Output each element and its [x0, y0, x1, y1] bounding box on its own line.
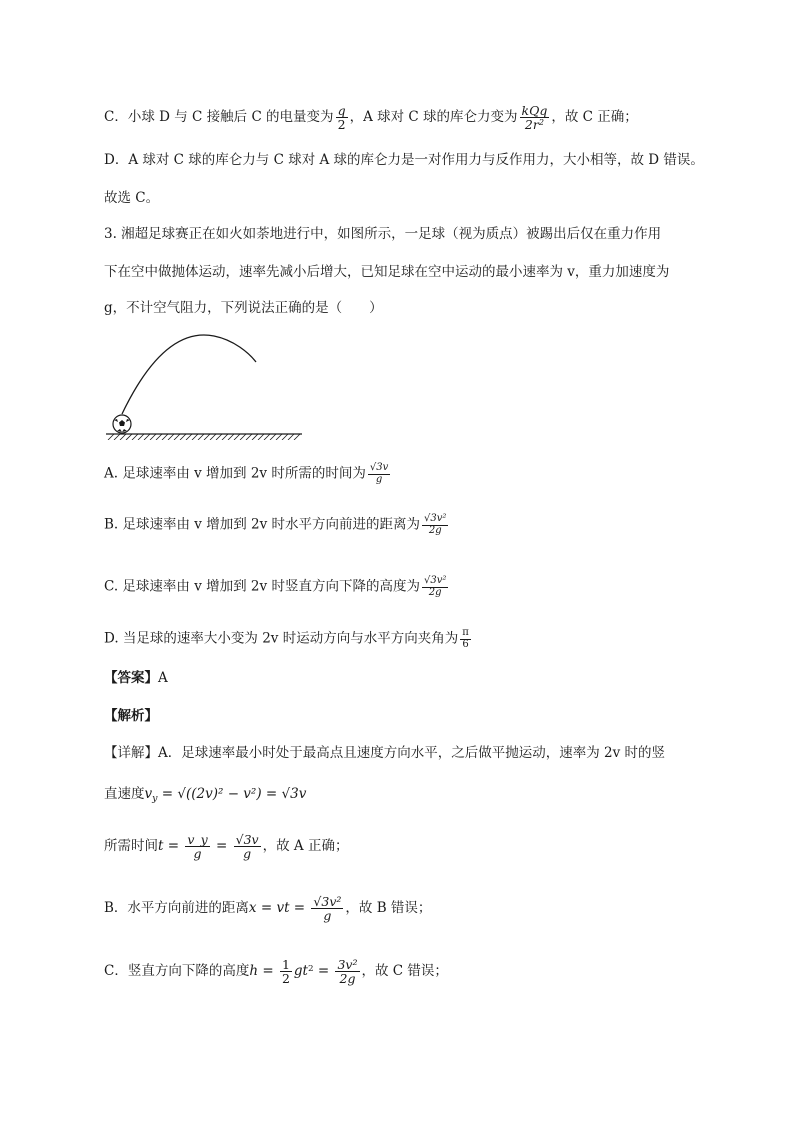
option-d-text: D. 当足球的速率大小变为 2v 时运动方向与水平方向夹角为: [104, 630, 459, 647]
trajectory-svg: [104, 328, 304, 440]
option-a-text: A. 足球速率由 v 增加到 2v 时所需的时间为: [104, 465, 366, 482]
option-a: [104, 463, 392, 485]
option-b: [104, 514, 450, 536]
fraction-vy-over-g: $\frac{v\_y}{g}$: [187, 832, 208, 862]
option-d-fraction: $\frac{\pi}{6}$: [462, 627, 469, 650]
question3-line3: g，不计空气阻力，下列说法正确的是（ ）: [104, 300, 383, 316]
detail-l4-text: B．水平方向前进的距离: [104, 900, 249, 917]
analysis-label: 【解析】: [104, 708, 158, 724]
answer-line: [104, 668, 168, 688]
soccer-ball-icon: [113, 415, 131, 433]
symbol-vy: $v_y$: [144, 786, 158, 804]
prev-option-c-line: [104, 104, 638, 131]
question3-line2: 下在空中做抛体运动，速率先减小后增大，已知足球在空中运动的最小速率为 v，重力加速度为: [104, 264, 670, 280]
prev-c-text-a: C．小球 D 与 C 接触后 C 的电量变为: [104, 109, 334, 126]
choose-c-line: 故选 C。: [104, 190, 160, 206]
fraction-3v2-over-2g: $\frac{\text{3v²}}{2g}$: [337, 957, 358, 987]
fraction-sqrt3v2-over-g: $\frac{\text{√3v²}}{g}$: [313, 894, 342, 924]
detail-line3: 所需时间t = $\frac{v\_y}{g}$ = $\frac{√3v}{g}$ ，故 A 正确；: [104, 832, 349, 862]
question3-line1: 3. 湘超足球赛正在如火如荼地进行中，如图所示，一足球（视为质点）被踢出后仅在重力作用: [104, 226, 662, 242]
option-c-text: C. 足球速率由 v 增加到 2v 时竖直方向下降的高度为: [104, 578, 420, 595]
option-d: [104, 628, 473, 650]
detail-line1: 【详解】A．足球速率最小时处于最高点且速度方向水平，之后做平抛运动，速率为 2v 时的竖: [104, 745, 666, 761]
option-c: [104, 576, 450, 598]
prev-option-d-line: D．A 球对 C 球的库仑力与 C 球对 A 球的库仑力是一对作用力与反作用力，大小相等，故 D 错误。: [104, 152, 704, 168]
ground-hatching: [108, 434, 300, 440]
vertical-velocity-equation: = √((2v)² − v²) = √3v: [161, 786, 307, 802]
fraction-sqrt3v-over-g: $\frac{√3v}{g}$: [235, 832, 259, 862]
option-b-fraction: $\frac{\text{√3v²}}{2g}$: [424, 513, 447, 536]
detail-l3-text: 所需时间: [104, 838, 158, 855]
trajectory-figure: [104, 328, 304, 440]
prev-c-text-b: ，A 球对 C 球的库仑力变为: [349, 109, 518, 126]
option-a-fraction: $\frac{√3v}{g}$: [369, 462, 389, 485]
detail-line4: B．水平方向前进的距离x = vt = $\frac{\text{√3v²}}{g}$ ，故 B 错误；: [104, 894, 432, 924]
detail-line5: C．竖直方向下降的高度h = $\frac{1}{2}$ $gt^2$ = $\frac{\text{3v²}}{2g}$ ，故 C 错误；: [104, 957, 448, 987]
fraction-kqq-over-2r2: $\frac{\text{kQq}}{2r^2}$: [521, 103, 548, 133]
answer-label: 【答案】: [104, 670, 158, 686]
prev-c-text-c: ，故 C 正确；: [551, 109, 638, 126]
option-c-fraction: $\frac{\text{√3v²}}{2g}$: [423, 575, 447, 598]
detail-line2: [104, 784, 306, 804]
detail-l5-text: C．竖直方向下降的高度: [104, 963, 250, 980]
answer-value: A: [158, 670, 168, 686]
fraction-half: $\frac{1}{2}$: [281, 957, 290, 987]
detail-l2-text: 直速度: [104, 786, 145, 802]
option-b-text: B. 足球速率由 v 增加到 2v 时水平方向前进的距离为: [104, 516, 421, 533]
trajectory-curve: [122, 335, 256, 414]
fraction-q-over-2: $\frac{q}{2}$: [337, 103, 346, 133]
